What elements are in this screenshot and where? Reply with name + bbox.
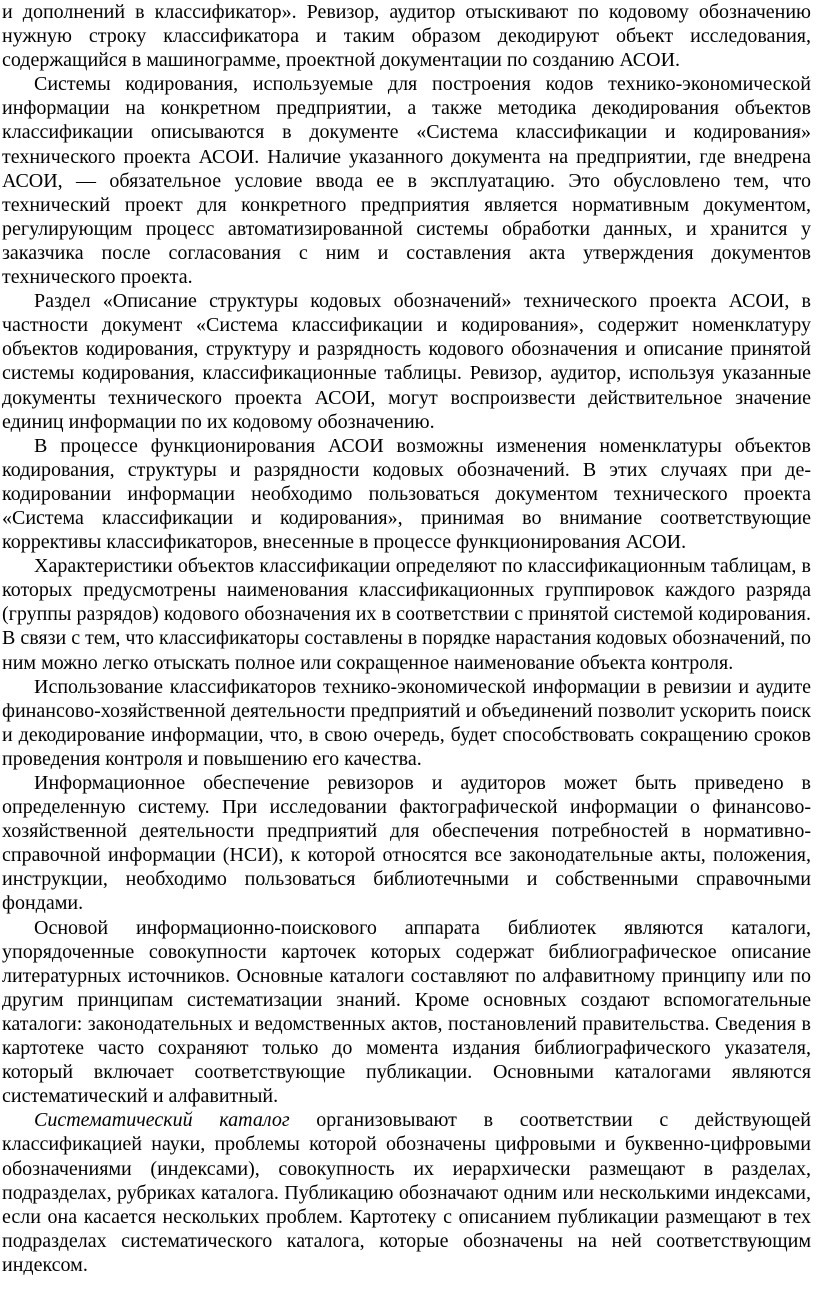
paragraph-2: Системы кодирования, используемые для построения кодов технико-экономической информации на конкретном предприятии, а также методика декодирования объектов классификации описываются в документе «Система классификации и кодирования» технического проекта АСОИ. Наличие указанного документа на предприятии, где внедрена АСОИ, — обязательное условие ввода ее в эксплуатацию. Это обусловлено тем, что технический проект для конкретного предприятия является нормативным документом, регулирующим процесс автоматизированной системы обработки данных, и хранится у заказчика после согласования с ним и составления акта утверждения документов технического проекта.: [2, 73, 811, 289]
paragraph-9: [2, 1108, 811, 1277]
paragraph-8: Основой информационно-поискового аппарата библиотек являются каталоги, упорядоченные совокупности карточек которых содержат библиографическое описание литературных источников. Основные каталоги составляют по алфавитному принципу или по другим принципам систематизации знаний. Кроме основных создают вспомогательные каталоги: законодательных и ведомственных актов, постановлений правительства. Сведения в картотеке часто сохраняют только до момента издания библиографического указателя, который включает соответствующие публикации. Основными каталогами являются систематический и алфавитный.: [2, 916, 811, 1108]
paragraph-5: Характеристики объектов классификации определяют по классификационным таблицам, в которых предусмотрены наименования классификационных группировок каждого разряда (группы разрядов) кодового обозначения их в соответствии с принятой системой кодирования. В связи с тем, что классификаторы составлены в порядке нарастания кодовых обозначений, по ним можно легко отыскать полное или сокращенное наименование объекта контроля.: [2, 555, 811, 674]
paragraph-7: Информационное обеспечение ревизоров и аудиторов может быть приведено в определенную систему. При исследовании фактографической информации о финансово-хозяйственной деятельности предприятий для обеспечения потребностей в нормативно-справочной информации (НСИ), к которой относятся все законодательные акты, положения, инструкции, необходимо пользоваться библиотечными и собственными справочными фондами.: [2, 772, 811, 915]
paragraph-4: В процессе функционирования АСОИ возможны изменения номенклатуры объектов кодирования, структуры и разрядности кодовых обозначений. В этих случаях при декодировании информации необходимо пользоваться документом технического проекта «Система классификации и кодирования», принимая во внимание соответствующие коррективы классификаторов, внесенные в процессе функционирования АСОИ.: [2, 434, 811, 554]
paragraph-1: и дополнений в классификатор». Ревизор, аудитор отыскивают по кодовому обозначению нужную строку классификатора и таким образом декодируют объект исследования, содержащийся в машинограмме, проектной документации по созданию АСОИ.: [2, 1, 811, 72]
paragraph-9-text: организовывают в соответствии с действующей классификацией науки, проблемы которой обозначены цифровыми и буквенно-цифровыми обозначениями (индексами), совокупность их иерархически размещают в разделах, подразделах, рубриках каталога. Публикацию обозначают одним или несколькими индексами, если она касается нескольких проблем. Картотеку с описанием публикации размещают в тех подразделах систематического каталога, которые обозначены на ней соответствующим индексом.: [2, 1109, 811, 1276]
paragraph-6: Использование классификаторов технико-экономической информации в ревизии и аудите финансово-хозяйственной деятельности предприятий и объединений позволит ускорить поиск и декодирование информации, что, в свою очередь, будет способствовать сокращению сроков проведения контроля и повышению его качества.: [2, 675, 811, 770]
paragraph-3: Раздел «Описание структуры кодовых обозначений» технического проекта АСОИ, в частности документ «Система классификации и кодирования», содержит номенклатуру объектов кодирования, структуру и разрядность кодового обозначения и описание принятой системы кодирования, классификационные таблицы. Ревизор, аудитор, используя указанные документы технического проекта АСОИ, могут воспроизвести действительное значение единиц информации по их кодовому обозначению.: [2, 290, 811, 433]
italic-term-systematic-catalog: Систематический каталог: [34, 1109, 290, 1132]
